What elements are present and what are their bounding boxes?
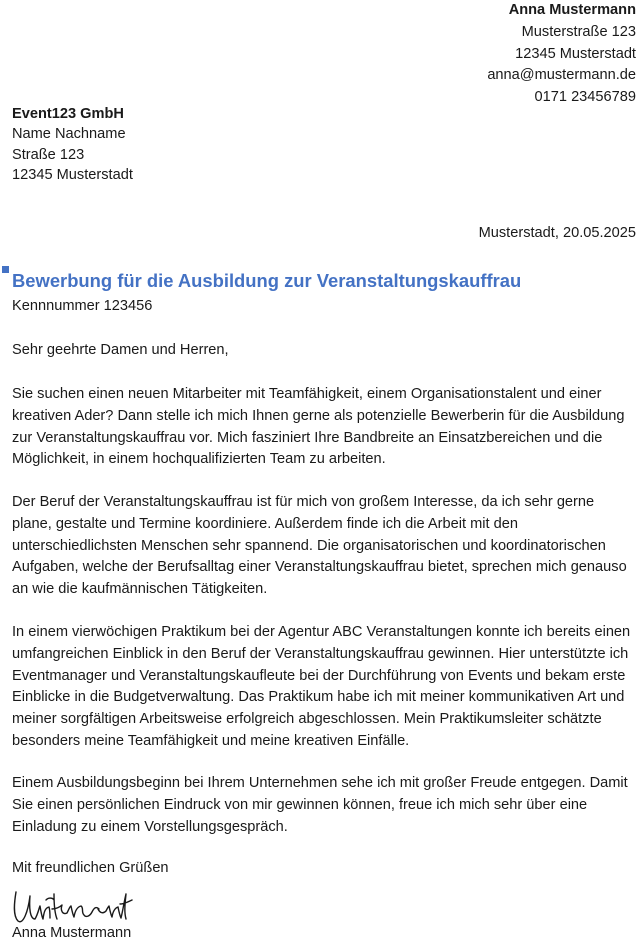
signer-name: Anna Mustermann [12, 925, 132, 941]
recipient-address [12, 104, 133, 185]
subject-heading: Bewerbung für die Ausbildung zur Veranstaltungskauffrau [12, 270, 522, 291]
sender-address [487, 0, 636, 109]
body-paragraph-4: Einem Ausbildungsbeginn bei Ihrem Unternehmen sehe ich mit großer Freude entgegen. Damit Sie einen persönlichen Eindruck von mir gewinnen können, freue ich mich sehr über eine Einladung zu einem Vorstellungsgespräch. [12, 775, 628, 835]
subject-marker-icon [2, 266, 9, 273]
recipient-street: Straße 123 [12, 146, 85, 163]
body-paragraph-2: Der Beruf der Veranstaltungskauffrau ist für mich von großem Interesse, da ich sehr gerne plane, gestalte und Termine koordiniere. Außerdem finde ich die Arbeit mit den unterschiedlichsten Menschen sehr spannend. Die organisatorischen und koordinatorischen Aufgaben, welche der Berufsalltag einer Veranstaltungskauffrau bietet, sprechen mich genauso an wie die kaufmännischen Tätigkeiten. [12, 494, 627, 598]
salutation: Sehr geehrte Damen und Herren, [12, 342, 229, 358]
signature-image [10, 884, 134, 928]
reference-number: Kennnummer 123456 [12, 298, 153, 314]
closing: Mit freundlichen Grüßen [12, 860, 169, 876]
sender-street: Musterstraße 123 [521, 23, 636, 40]
date-line: Musterstadt, 20.05.2025 [478, 225, 636, 241]
sender-phone: 0171 23456789 [534, 89, 636, 106]
sender-city: 12345 Musterstadt [515, 45, 636, 62]
sender-email: anna@mustermann.de [487, 67, 636, 84]
body-paragraph-1: Sie suchen einen neuen Mitarbeiter mit Teamfähigkeit, einem Organisationstalent und einer kreativen Ader? Dann stelle ich mich Ihnen gerne als potenzielle Bewerberin für die Ausbildung zur Veranstaltungskauffrau vor. Mich fasziniert Ihre Bandbreite an Einsatzbereichen und die Möglichkeit, in einem hochqualifizierten Team zu arbeiten. [12, 386, 625, 468]
recipient-company: Event123 GmbH [12, 106, 124, 122]
recipient-contact: Name Nachname [12, 126, 126, 143]
recipient-city: 12345 Musterstadt [12, 166, 133, 183]
body-paragraph-3: In einem vierwöchigen Praktikum bei der Agentur ABC Veranstaltungen konnte ich bereits einen umfangreichen Einblick in den Beruf der Veranstaltungskauffrau gewinnen. Hier unterstützte ich Eventmanager und Veranstaltungskaufleute bei der Durchführung von Events und bekam erste Einblicke in die Budgetverwaltung. Das Praktikum habe ich mit meiner kommunikativen Art und meiner sorgfältigen Arbeitsweise erfolgreich abgeschlossen. Mein Praktikumsleiter schätzte besonders meine Teamfähigkeit und meine kreativen Einfälle. [12, 624, 631, 749]
sender-name: Anna Mustermann [508, 2, 636, 18]
